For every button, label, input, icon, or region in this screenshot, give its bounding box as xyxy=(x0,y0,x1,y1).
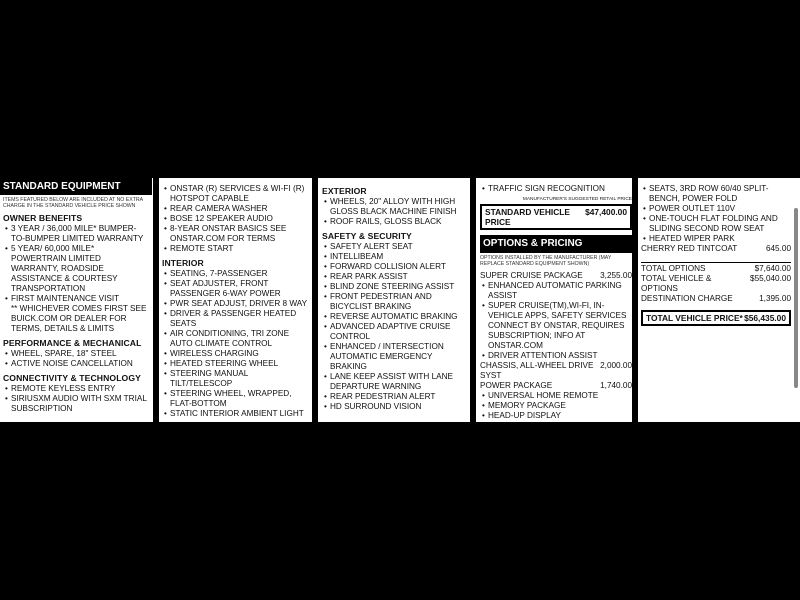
option-label: POWER PACKAGE xyxy=(480,381,553,390)
list-item: • FORWARD COLLISION ALERT xyxy=(322,262,470,272)
standard-vehicle-price-label: STANDARD VEHICLE PRICE xyxy=(485,207,570,227)
list-item: • REAR CAMERA WASHER xyxy=(162,204,312,214)
destination-charge-value: 1,395.00 xyxy=(759,294,791,303)
standard-vehicle-price-box xyxy=(480,204,632,230)
column-divider xyxy=(312,178,318,422)
list-item: • AIR CONDITIONING, TRI ZONE AUTO CLIMATE CONTROL xyxy=(162,329,312,349)
list-item: • SEAT ADJUSTER, FRONT PASSENGER 6-WAY POWER xyxy=(162,279,312,299)
option-line xyxy=(641,244,791,254)
connectivity-heading: CONNECTIVITY & TECHNOLOGY xyxy=(3,373,141,383)
total-vehicle-price-box xyxy=(641,310,791,326)
exterior-heading: EXTERIOR xyxy=(322,186,367,196)
owner-benefits-heading: OWNER BENEFITS xyxy=(3,213,83,223)
divider xyxy=(641,262,791,263)
list-item: • ROOF RAILS, GLOSS BLACK xyxy=(322,217,470,227)
owner-benefits-note: ** WHICHEVER COMES FIRST SEE BUICK.COM OR DEALER FOR TERMS, DETAILS & LIMITS xyxy=(11,304,147,333)
list-item: • HEATED WIPER PARK xyxy=(641,234,791,244)
total-vehicle-price-value: $56,435.00 xyxy=(744,313,786,323)
option-label: CHASSIS, ALL-WHEEL DRIVE SYST xyxy=(480,361,594,380)
total-line xyxy=(641,294,791,304)
msrp-note: MANUFACTURER'S SUGGESTED RETAIL PRICE xyxy=(522,197,632,202)
list-item: • SUPER CRUISE(TM),WI-FI, IN-VEHICLE APPS, SAFETY SERVICES CONNECT BY ONSTAR, REQUIRES SUBSCRIPTION; INFO AT ONSTAR.COM xyxy=(480,301,632,351)
options-note: OPTIONS INSTALLED BY THE MANUFACTURER (MAY REPLACE STANDARD EQUIPMENT SHOWN) xyxy=(480,255,612,267)
option-price: 645.00 xyxy=(765,244,791,253)
list-item: • STEERING MANUAL TILT/TELESCOP xyxy=(162,369,312,389)
column-exterior-safety xyxy=(322,178,470,422)
scrollbar-thumb[interactable] xyxy=(794,208,798,388)
list-item: • INTELLIBEAM xyxy=(322,252,470,262)
list-item: • ONSTAR (R) SERVICES & WI-FI (R) HOTSPOT CAPABLE xyxy=(162,184,312,204)
total-vehicle-price-label: TOTAL VEHICLE PRICE* xyxy=(646,313,743,323)
option-price: 1,740.00 xyxy=(600,381,632,390)
list-item: • UNIVERSAL HOME REMOTE xyxy=(480,391,632,401)
destination-charge-label: DESTINATION CHARGE xyxy=(641,294,733,303)
standard-vehicle-price-value: $47,400.00 xyxy=(585,207,627,217)
list-item: • REAR PARK ASSIST xyxy=(322,272,470,282)
column-options-pricing xyxy=(480,178,632,422)
standard-equipment-note: ITEMS FEATURED BELOW ARE INCLUDED AT NO EXTRA CHARGE IN THE STANDARD VEHICLE PRICE SHOWN xyxy=(3,197,143,209)
list-item: • SEATING, 7-PASSENGER xyxy=(162,269,312,279)
list-item: • POWER OUTLET 110V xyxy=(641,204,791,214)
list-item: • FIRST MAINTENANCE VISIT xyxy=(3,294,149,304)
list-item: • SAFETY ALERT SEAT xyxy=(322,242,470,252)
list-item: • WHEEL, SPARE, 18" STEEL xyxy=(3,349,149,359)
total-vehicle-options-label: TOTAL VEHICLE & OPTIONS xyxy=(641,274,712,293)
column-divider xyxy=(632,178,638,422)
option-line xyxy=(480,381,632,391)
standard-equipment-heading: STANDARD EQUIPMENT xyxy=(0,178,152,195)
list-item: • ENHANCED AUTOMATIC PARKING ASSIST xyxy=(480,281,632,301)
list-item: • 5 YEAR/ 60,000 MILE* POWERTRAIN LIMITED WARRANTY, ROADSIDE ASSISTANCE & COURTESY TRANSPORTATION xyxy=(3,244,149,294)
list-item: • STEERING WHEEL, WRAPPED, FLAT-BOTTOM xyxy=(162,389,312,409)
list-item: • PWR SEAT ADJUST, DRIVER 8 WAY xyxy=(162,299,312,309)
option-line xyxy=(480,271,632,281)
window-sticker xyxy=(0,178,800,422)
option-line xyxy=(480,361,632,381)
list-item: • ONE-TOUCH FLAT FOLDING AND SLIDING SECOND ROW SEAT xyxy=(641,214,791,234)
option-label: CHERRY RED TINTCOAT xyxy=(641,244,738,253)
column-divider xyxy=(470,178,476,422)
list-item: • MEMORY PACKAGE xyxy=(480,401,632,411)
column-totals xyxy=(641,178,791,422)
option-price: 3,255.00 xyxy=(600,271,632,280)
list-item: • REMOTE KEYLESS ENTRY xyxy=(3,384,149,394)
list-item: • SIRIUSXM AUDIO WITH SXM TRIAL SUBSCRIPTION xyxy=(3,394,149,414)
list-item: • HD SURROUND VISION xyxy=(322,402,470,412)
list-item: • LANE KEEP ASSIST WITH LANE DEPARTURE WARNING xyxy=(322,372,470,392)
performance-heading: PERFORMANCE & MECHANICAL xyxy=(3,338,142,348)
list-item: • ACTIVE NOISE CANCELLATION xyxy=(3,359,149,369)
list-item: • REMOTE START xyxy=(162,244,312,254)
list-item: • BLIND ZONE STEERING ASSIST xyxy=(322,282,470,292)
list-item: • SEATS, 3RD ROW 60/40 SPLIT-BENCH, POWER FOLD xyxy=(641,184,791,204)
column-divider xyxy=(153,178,159,422)
option-price: 2,000.00 xyxy=(600,361,632,370)
total-vehicle-options-value: $55,040.00 xyxy=(750,274,791,283)
list-item: • BOSE 12 SPEAKER AUDIO xyxy=(162,214,312,224)
list-item: • DRIVER & PASSENGER HEATED SEATS xyxy=(162,309,312,329)
list-item: • 8-YEAR ONSTAR BASICS SEE ONSTAR.COM FOR TERMS xyxy=(162,224,312,244)
list-item: • HEATED STEERING WHEEL xyxy=(162,359,312,369)
list-item: • ADVANCED ADAPTIVE CRUISE CONTROL xyxy=(322,322,470,342)
list-item: • ENHANCED / INTERSECTION AUTOMATIC EMERGENCY BRAKING xyxy=(322,342,470,372)
total-options-label: TOTAL OPTIONS xyxy=(641,264,706,273)
list-item: • TRAFFIC SIGN RECOGNITION xyxy=(480,184,632,194)
total-options-value: $7,640.00 xyxy=(754,264,791,273)
list-item: • STATIC INTERIOR AMBIENT LIGHT xyxy=(162,409,312,419)
column-standard-equipment xyxy=(0,178,152,422)
column-interior xyxy=(162,178,312,422)
list-item: • REVERSE AUTOMATIC BRAKING xyxy=(322,312,470,322)
list-item: • WHEELS, 20" ALLOY WITH HIGH GLOSS BLACK MACHINE FINISH xyxy=(322,197,470,217)
list-item: • DRIVER ATTENTION ASSIST xyxy=(480,351,632,361)
list-item: • HEAD-UP DISPLAY xyxy=(480,411,632,421)
list-item: • 3 YEAR / 36,000 MILE* BUMPER-TO-BUMPER LIMITED WARRANTY xyxy=(3,224,149,244)
total-line xyxy=(641,264,791,274)
total-line xyxy=(641,274,791,294)
list-item: • REAR PEDESTRIAN ALERT xyxy=(322,392,470,402)
option-label: SUPER CRUISE PACKAGE xyxy=(480,271,583,280)
safety-heading: SAFETY & SECURITY xyxy=(322,231,412,241)
interior-heading: INTERIOR xyxy=(162,258,204,268)
list-item: • FRONT PEDESTRIAN AND BICYCLIST BRAKING xyxy=(322,292,470,312)
list-item: • WIRELESS CHARGING xyxy=(162,349,312,359)
options-pricing-heading: OPTIONS & PRICING xyxy=(480,235,632,253)
